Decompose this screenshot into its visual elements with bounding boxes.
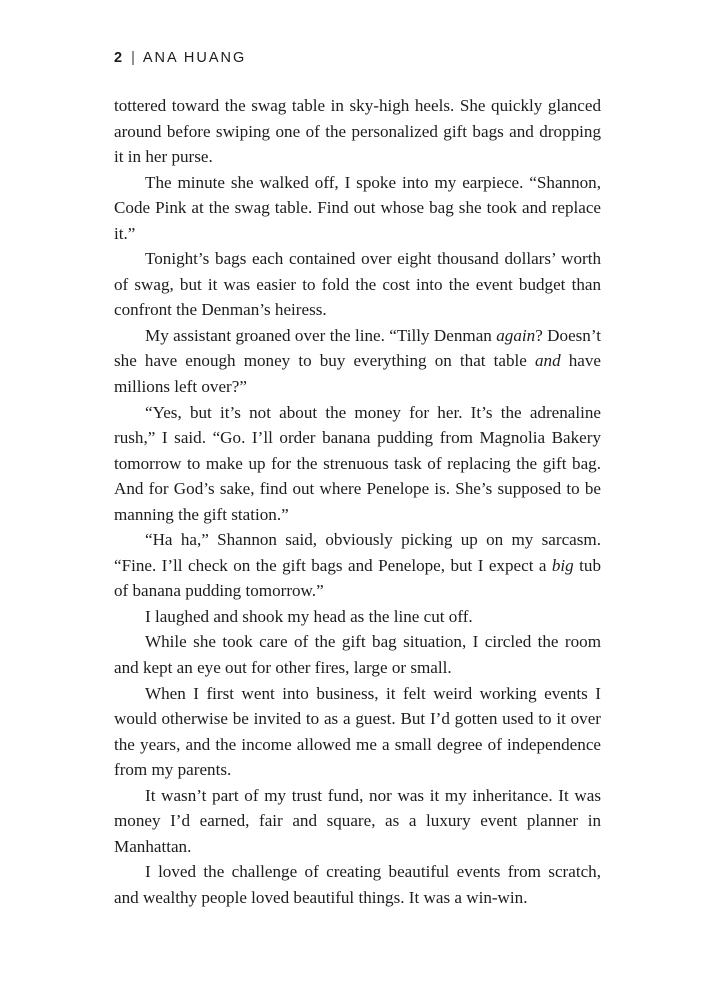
paragraph-6 — [114, 527, 601, 604]
paragraph-text: I loved the challenge of creating beautiful events from scratch, and wealthy people loved beautiful things. It was a win-win. — [114, 862, 601, 907]
italic-emphasis: big — [551, 555, 574, 575]
paragraph-text: have millions left over?” — [114, 351, 601, 397]
paragraph-text: “Ha ha,” Shannon said, obviously picking up on my sarcasm. “Fine. I’ll check on the gift bags and Penelope, but I expect a — [114, 530, 601, 575]
author-name: ANA HUANG — [142, 50, 247, 66]
page-number: 2 — [114, 50, 125, 66]
paragraph-1 — [114, 93, 601, 170]
italic-emphasis: again — [496, 325, 536, 345]
paragraph-text: ? Doesn’t she have enough money to buy everything on that table — [114, 325, 601, 371]
paragraph-10 — [114, 783, 601, 860]
paragraph-text: Tonight’s bags each contained over eight thousand dollars’ worth of swag, but it was easier to fold the cost into the event budget than confront the Denman’s heiress. — [114, 249, 601, 320]
paragraph-7 — [114, 604, 601, 630]
paragraph-5 — [114, 400, 601, 528]
paragraph-text: “Yes, but it’s not about the money for her. It’s the adrenaline rush,” I said. “Go. I’ll order banana pudding from Magnolia Bakery tomorrow to make up for the strenuous task of replacing the gift bag. And for God’s sake, find out where Penelope is. She’s supposed to be manning the gift station.” — [114, 402, 601, 524]
running-head — [114, 50, 246, 66]
paragraph-text: I laughed and shook my head as the line cut off. — [145, 606, 473, 626]
paragraph-2 — [114, 170, 601, 247]
paragraph-text: The minute she walked off, I spoke into my earpiece. “Shannon, Code Pink at the swag table. Find out whose bag she took and replace it.” — [114, 172, 601, 243]
paragraph-text: It wasn’t part of my trust fund, nor was it my inheritance. It was money I’d earned, fair and square, as a luxury event planner in Manhattan. — [114, 785, 601, 856]
italic-emphasis: and — [534, 351, 561, 371]
paragraph-text: While she took care of the gift bag situation, I circled the room and kept an eye out for other fires, large or small. — [114, 632, 601, 678]
paragraph-4 — [114, 323, 601, 400]
paragraph-text: tottered toward the swag table in sky-high heels. She quickly glanced around before swiping one of the personalized gift bags and dropping it in her purse. — [114, 96, 601, 167]
paragraph-text: When I first went into business, it felt weird working events I would otherwise be invited to as a guest. But I’d gotten used to it over the years, and the income allowed me a small degree of independence from my parents. — [114, 683, 601, 780]
paragraph-text: My assistant groaned over the line. “Tilly Denman — [145, 325, 497, 345]
header-separator: | — [131, 50, 137, 66]
body-text — [114, 93, 601, 911]
paragraph-8 — [114, 629, 601, 680]
paragraph-3 — [114, 246, 601, 323]
paragraph-9 — [114, 681, 601, 783]
paragraph-text: tub of banana pudding tomorrow.” — [114, 555, 601, 601]
paragraph-11 — [114, 859, 601, 910]
